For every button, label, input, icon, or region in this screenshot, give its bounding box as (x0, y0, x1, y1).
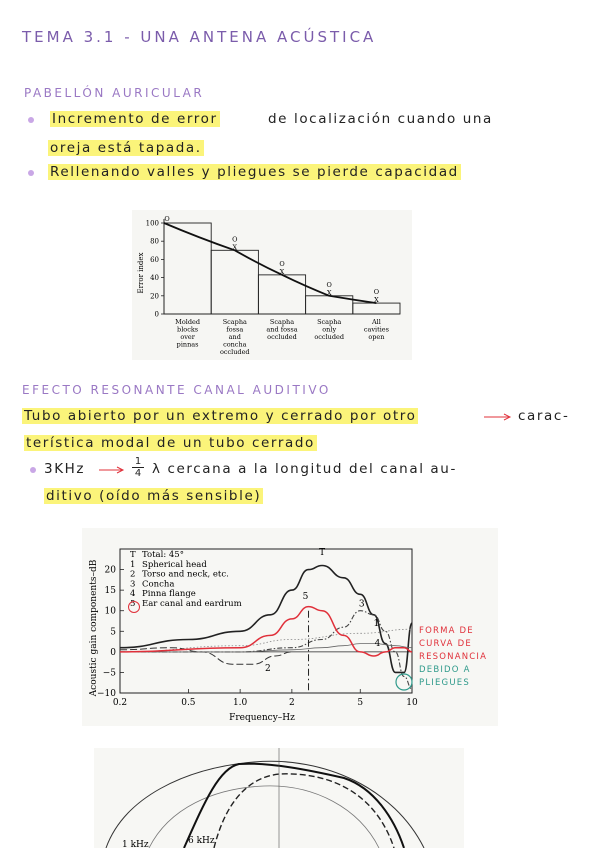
legend-key: 4 (130, 589, 136, 600)
legend-key: 3 (130, 579, 136, 590)
y-tick-label: 20 (104, 565, 116, 576)
bullet-3khz: 3KHz (44, 461, 86, 477)
fraction-numerator: 1 (134, 456, 142, 467)
page-title: TEMA 3.1 - UNA ANTENA ACÚSTICA (22, 28, 377, 46)
category-label: open (368, 333, 385, 341)
y-tick-label: 60 (150, 255, 159, 264)
legend-label: Pinna flange (142, 589, 196, 600)
legend-label: Torso and neck, etc. (142, 569, 229, 580)
bullet-dot (28, 117, 34, 123)
bullet1-line1-highlight: Incremento de error (52, 111, 218, 127)
category-label: over (180, 333, 195, 341)
line-ditivo: ditivo (oído más sensible) (46, 488, 262, 504)
fraction-denominator: 4 (132, 467, 144, 479)
marker-x: X (279, 267, 285, 276)
marker-x: X (326, 288, 332, 297)
legend-label: Concha (142, 579, 175, 590)
y-tick-label: 15 (104, 586, 116, 597)
y-axis-label: Acoustic gain components–dB (89, 559, 99, 697)
category-label: fossa (226, 325, 244, 334)
legend-label: Ear canal and eardrum (142, 599, 242, 609)
category-label: occluded (267, 333, 297, 341)
bullet1-line1-rest: de localización cuando una (268, 111, 493, 127)
line-caracteristica: terística modal de un tubo cerrado (26, 435, 315, 451)
x-tick-label: 1.0 (232, 698, 248, 708)
curve-label: 4 (374, 639, 381, 650)
y-tick-label: 40 (150, 274, 159, 283)
y-tick-label: 0 (154, 310, 159, 319)
category-label: blocks (177, 325, 199, 334)
category-label: Molded (175, 318, 201, 326)
section-heading-pabellon: PABELLÓN AURICULAR (24, 86, 205, 100)
y-tick-label: 80 (150, 237, 159, 246)
line-tubo: Tubo abierto por un extremo y cerrado por otro (24, 408, 417, 424)
y-tick-label: −10 (97, 689, 116, 699)
category-label: Scapha (317, 318, 342, 326)
x-tick-label: 5 (357, 698, 364, 708)
arrow-icon (483, 412, 513, 422)
category-label: concha (223, 340, 247, 349)
category-label: pinnas (176, 340, 199, 349)
category-label: Scapha (269, 318, 295, 326)
bullet2-text: Rellenando valles y pliegues se pierde capacidad (50, 164, 459, 180)
category-label: occluded (314, 333, 345, 341)
x-tick-label: 0.2 (112, 698, 128, 708)
legend-key: 5 (130, 599, 136, 609)
annotation-line: DEBIDO A (419, 665, 471, 675)
y-tick-label: 5 (110, 627, 116, 638)
x-tick-label: 2 (289, 698, 295, 708)
line-carac: carac- (518, 408, 570, 424)
marker-x: X (232, 243, 238, 252)
curve-label: T (319, 548, 326, 559)
bullet-lambda-text: λ cercana a la longitud del canal au- (152, 461, 457, 477)
marker-o: O (373, 288, 380, 297)
legend-key: 2 (130, 569, 136, 580)
category-label: cavities (363, 325, 389, 334)
curve-label: 1 (373, 618, 380, 629)
marker-o: O (326, 280, 332, 289)
y-tick-label: 10 (104, 606, 116, 617)
curve-label: 3 (358, 599, 365, 610)
annotation-debido-a-pliegues (419, 664, 471, 690)
category-label: All (371, 318, 381, 326)
bullet1-line2: oreja está tapada. (50, 140, 202, 156)
bullet-dot (30, 467, 36, 473)
error-index-chart (132, 210, 412, 360)
annotation-line: PLIEGUES (419, 678, 470, 688)
marker-o: O (164, 215, 170, 223)
y-tick-label: −5 (102, 668, 116, 679)
y-axis-label: Error index (137, 252, 145, 294)
arrow-icon (98, 465, 128, 475)
legend-key: 1 (130, 559, 136, 570)
legend-label: Spherical head (142, 559, 207, 570)
category-label: Scapha (222, 318, 247, 326)
y-tick-label: 0 (110, 647, 116, 658)
marker-o: O (279, 259, 285, 268)
polar-label-1khz: 1 kHz (122, 840, 149, 848)
marker-o: O (232, 235, 238, 244)
category-label: occluded (219, 348, 250, 356)
annotation-line: CURVA DE (419, 639, 472, 649)
annotation-forma-de-curva (419, 625, 487, 664)
y-tick-label: 20 (150, 292, 159, 301)
legend-key: T (130, 550, 136, 560)
section-heading-efecto: EFECTO RESONANTE CANAL AUDITIVO (22, 383, 331, 397)
x-tick-label: 0.5 (181, 698, 196, 708)
marker-x: X (374, 296, 379, 305)
x-tick-label: 10 (406, 698, 418, 708)
category-label: only (322, 325, 337, 334)
curve-label: 2 (264, 663, 271, 674)
y-tick-label: 100 (145, 219, 159, 228)
curve-label: 5 (302, 592, 309, 603)
legend-label: Total: 45° (142, 550, 184, 560)
annotation-line: RESONANCIA (419, 652, 488, 662)
quarter-fraction (132, 456, 144, 479)
category-label: and (228, 333, 241, 341)
polar-label-6khz: 6 kHz (188, 836, 215, 846)
bullet-dot (28, 170, 34, 176)
category-label: and fossa (266, 325, 298, 334)
annotation-line: FORMA DE (419, 626, 474, 636)
polar-plot-partial (94, 748, 464, 848)
x-axis-label: Frequency–Hz (229, 713, 295, 723)
